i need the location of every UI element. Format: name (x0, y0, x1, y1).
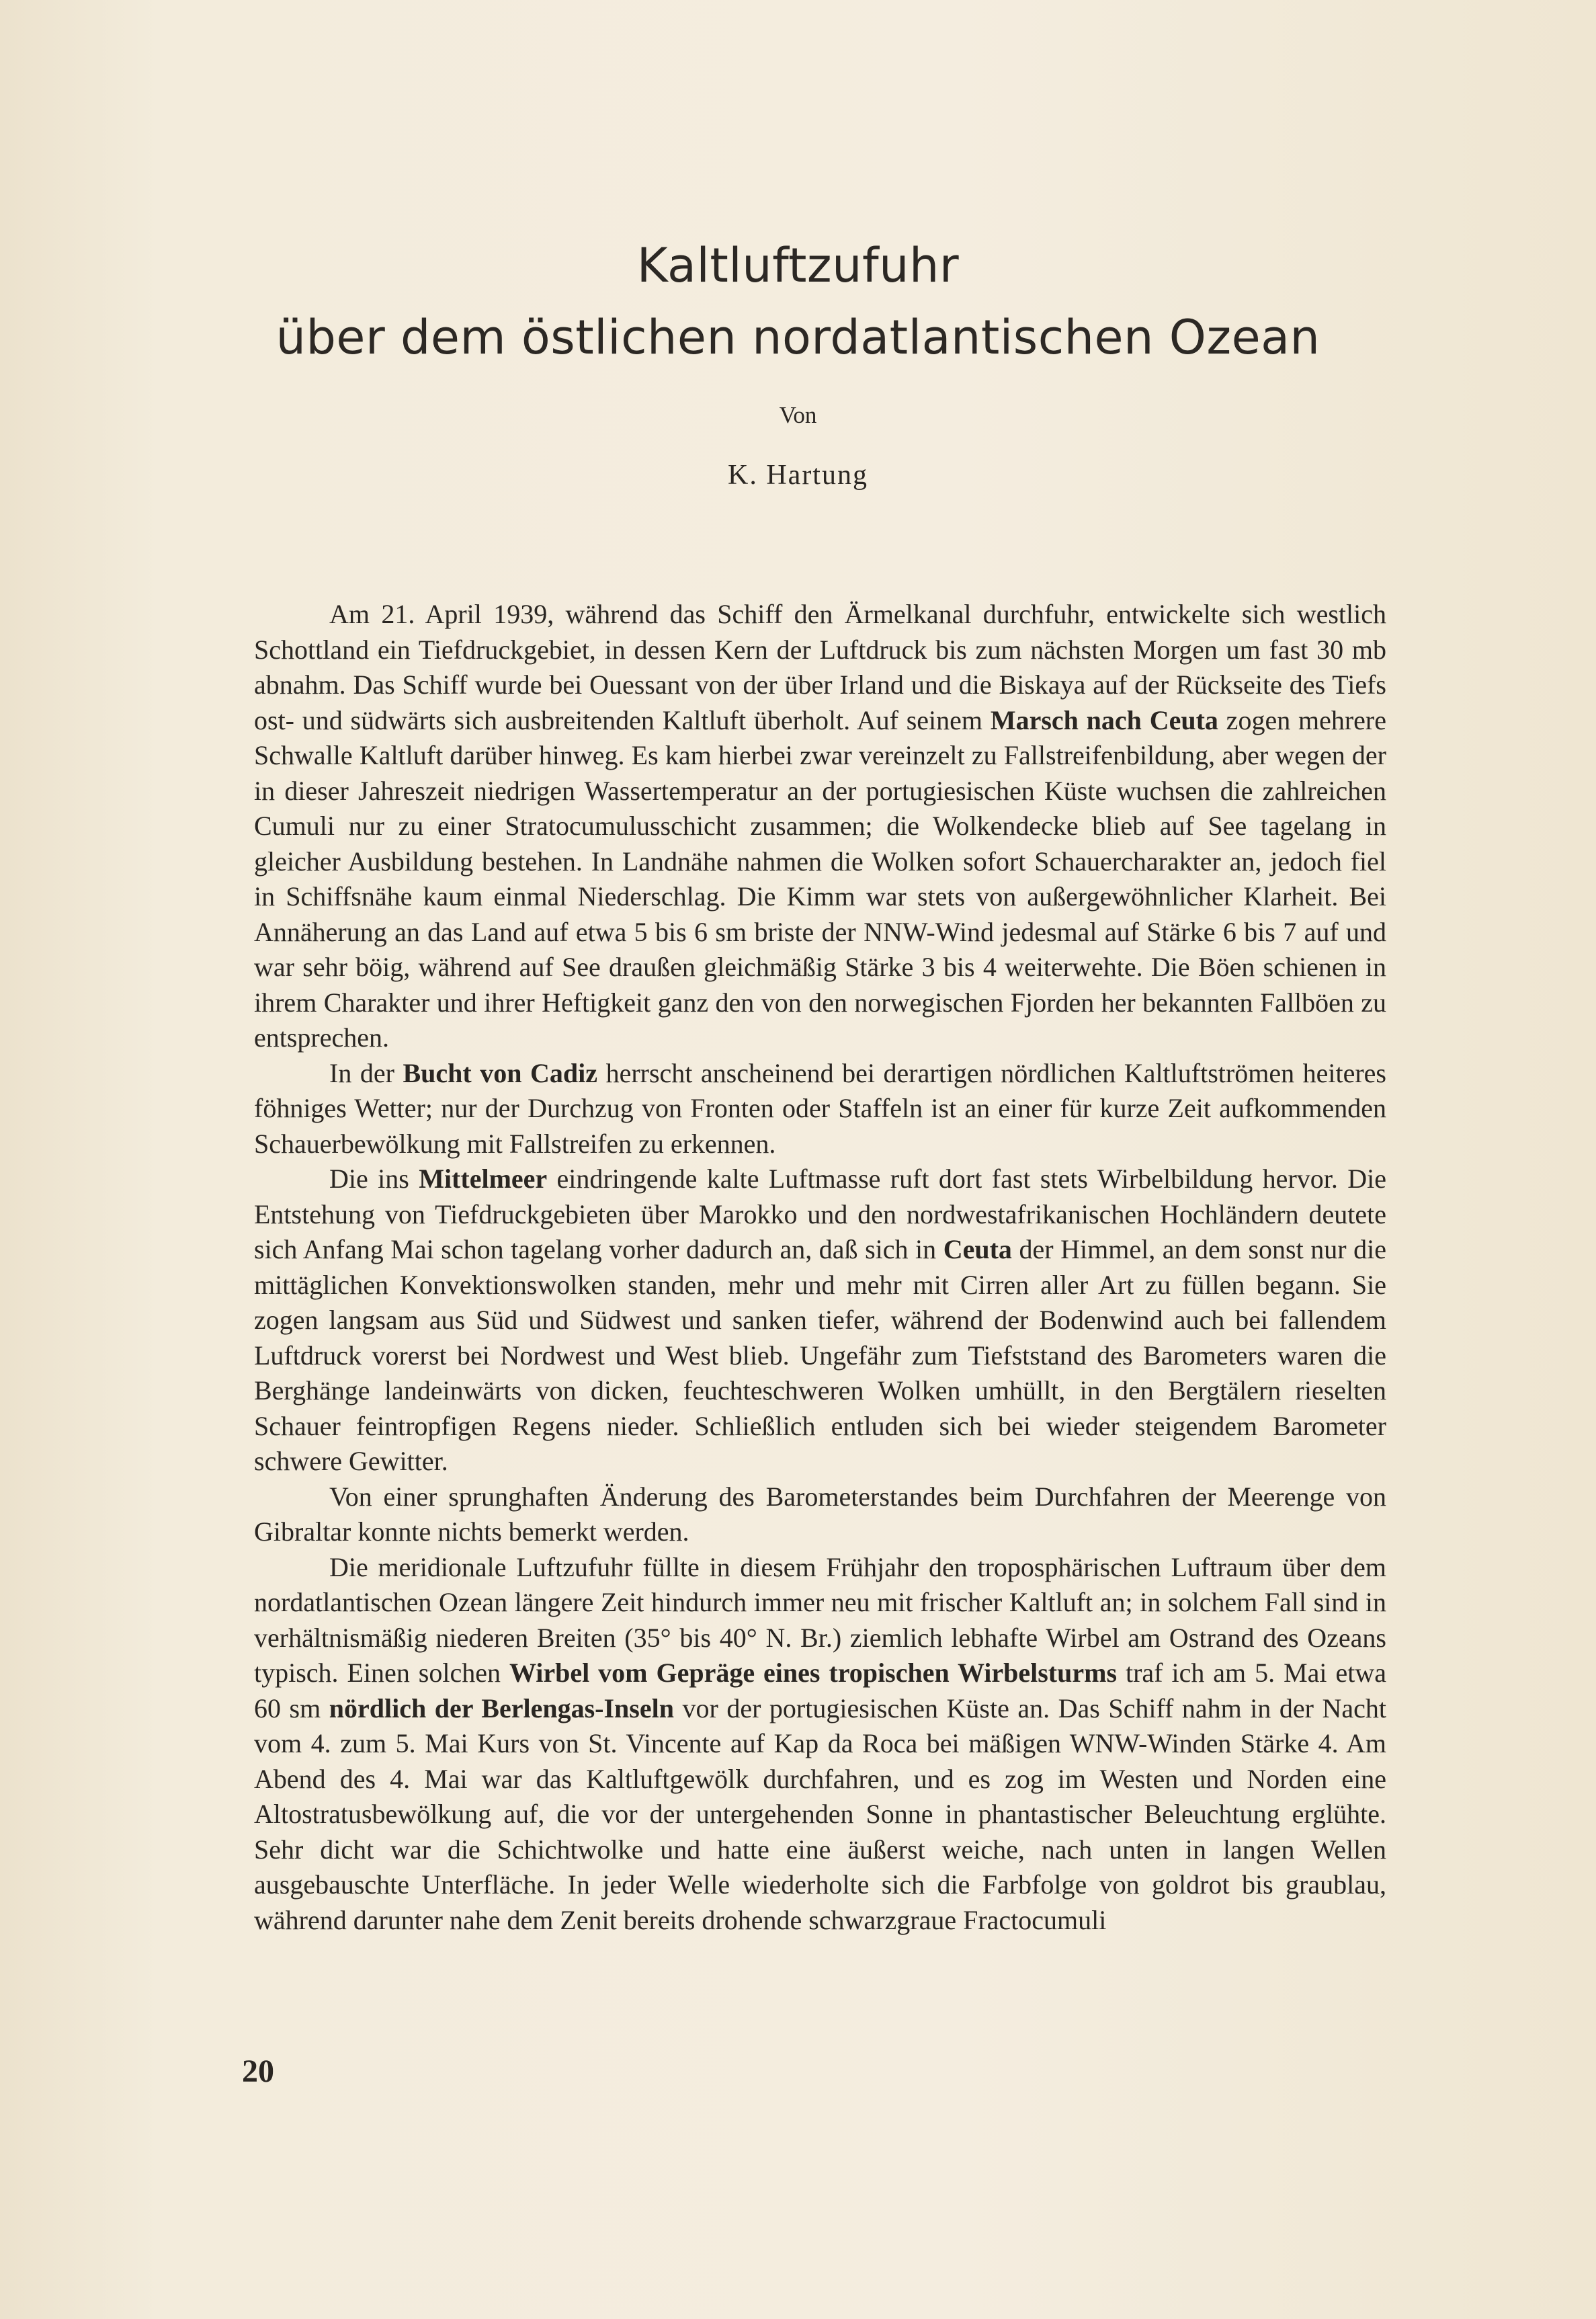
emphasis: Wirbel vom Gepräge eines tropischen Wirbelsturms (509, 1658, 1118, 1688)
page-number: 20 (242, 2053, 274, 2089)
title-line-2: über dem östlichen nordatlantischen Ozean (276, 310, 1320, 365)
paragraph-1: Am 21. April 1939, während das Schiff den Ärmelkanal durchfuhr, entwickelte sich westlich Schottland ein Tiefdruckgebiet, in dessen Kern der Luftdruck bis zum nächsten Morgen um fast 30 mb abnahm. Das Schiff wurde bei Ouessant von der über Irland und die Biskaya auf der Rückseite des Tiefs ost- und südwärts sich ausbreitenden Kaltluft überholt. Auf seinem Marsch nach Ceuta zogen mehrere Schwalle Kaltluft darüber hinweg. Es kam hierbei zwar vereinzelt zu Fallstreifenbildung, aber wegen der in dieser Jahreszeit niedrigen Wassertemperatur an der portugiesischen Küste wuchsen die zahlreichen Cumuli nur zu einer Stratocumulusschicht zusammen; die Wolkendecke blieb auf See tagelang in gleicher Ausbildung bestehen. In Landnähe nahmen die Wolken sofort Schauercharakter an, jedoch fiel in Schiffsnähe kaum einmal Niederschlag. Die Kimm war stets von außergewöhnlicher Klarheit. Bei Annäherung an das Land auf etwa 5 bis 6 sm briste der NNW-Wind jedesmal auf Stärke 6 bis 7 auf und war sehr böig, während auf See draußen gleichmäßig Stärke 3 bis 4 weiterwehte. Die Böen schienen in ihrem Charakter und ihrer Heftigkeit ganz den von den norwegischen Fjorden her bekannten Fallböen zu entsprechen. (254, 599, 1386, 1053)
article-body (254, 597, 1386, 1938)
emphasis: Bucht von Cadiz (403, 1057, 598, 1088)
byline-von: Von (779, 402, 817, 428)
emphasis: Ceuta (943, 1234, 1012, 1264)
emphasis: nördlich der Berlengas-Inseln (329, 1693, 674, 1723)
emphasis: Mittelmeer (419, 1164, 548, 1194)
paragraph-3: Die ins Mittelmeer eindringende kalte Luftmasse ruft dort fast stets Wirbelbildung hervor. Die Entstehung von Tiefdruckgebieten über Marokko und den nordwestafrikanischen Hochländern deutete sich Anfang Mai schon tagelang vorher dadurch an, daß sich in Ceuta der Himmel, an dem sonst nur die mittäglichen Konvektionswolken standen, mehr und mehr mit Cirren aller Art zu füllen begann. Sie zogen langsam aus Süd und Südwest und sanken tiefer, während der Bodenwind auch bei fallendem Luftdruck vorerst bei Nordwest und West blieb. Ungefähr zum Tiefststand des Barometers waren die Berghänge landeinwärts von dicken, feuchteschweren Wolken umhüllt, in den Bergtälern rieselten Schauer feintropfigen Regens nieder. Schließlich entluden sich bei wieder steigendem Barometer schwere Gewitter. (254, 1164, 1386, 1476)
emphasis: Marsch nach Ceuta (990, 704, 1218, 735)
title-line-1: Kaltluftzufuhr (636, 238, 960, 293)
paragraph-4: Von einer sprunghaften Änderung des Barometerstandes beim Durchfahren der Meerenge von Gibraltar konnte nichts bemerkt werden. (254, 1481, 1386, 1547)
paragraph-2: In der Bucht von Cadiz herrscht anscheinend bei derartigen nördlichen Kaltluftströmen heiteres föhniges Wetter; nur der Durchzug von Fronten oder Staffeln ist an einer für kurze Zeit aufkommenden Schauerbewölkung mit Fallstreifen zu erkennen. (254, 1057, 1386, 1159)
author-name: K. Hartung (728, 460, 868, 491)
paragraph-5: Die meridionale Luftzufuhr füllte in diesem Frühjahr den troposphärischen Luftraum über dem nordatlantischen Ozean längere Zeit hindurch immer neu mit frischer Kaltluft an; in solchem Fall sind in verhältnismäßig niederen Breiten (35° bis 40° N. Br.) ziemlich lebhafte Wirbel am Ostrand des Ozeans typisch. Einen solchen Wirbel vom Gepräge eines tropischen Wirbelsturms traf ich am 5. Mai etwa 60 sm nördlich der Berlengas-Inseln vor der portugiesischen Küste an. Das Schiff nahm in der Nacht vom 4. zum 5. Mai Kurs von St. Vincente auf Kap da Roca bei mäßigen WNW-Winden Stärke 4. Am Abend des 4. Mai war das Kaltluftgewölk durchfahren, und es zog im Westen und Norden eine Altostratusbewölkung auf, die vor der untergehenden Sonne in phantastischer Beleuchtung erglühte. Sehr dicht war die Schichtwolke und hatte eine äußerst weiche, nach unten in langen Wellen ausgebauschte Unterfläche. In jeder Welle wiederholte sich die Farbfolge von goldrot bis graublau, während darunter nahe dem Zenit bereits drohende schwarzgraue Fractocumuli (254, 1551, 1387, 1935)
